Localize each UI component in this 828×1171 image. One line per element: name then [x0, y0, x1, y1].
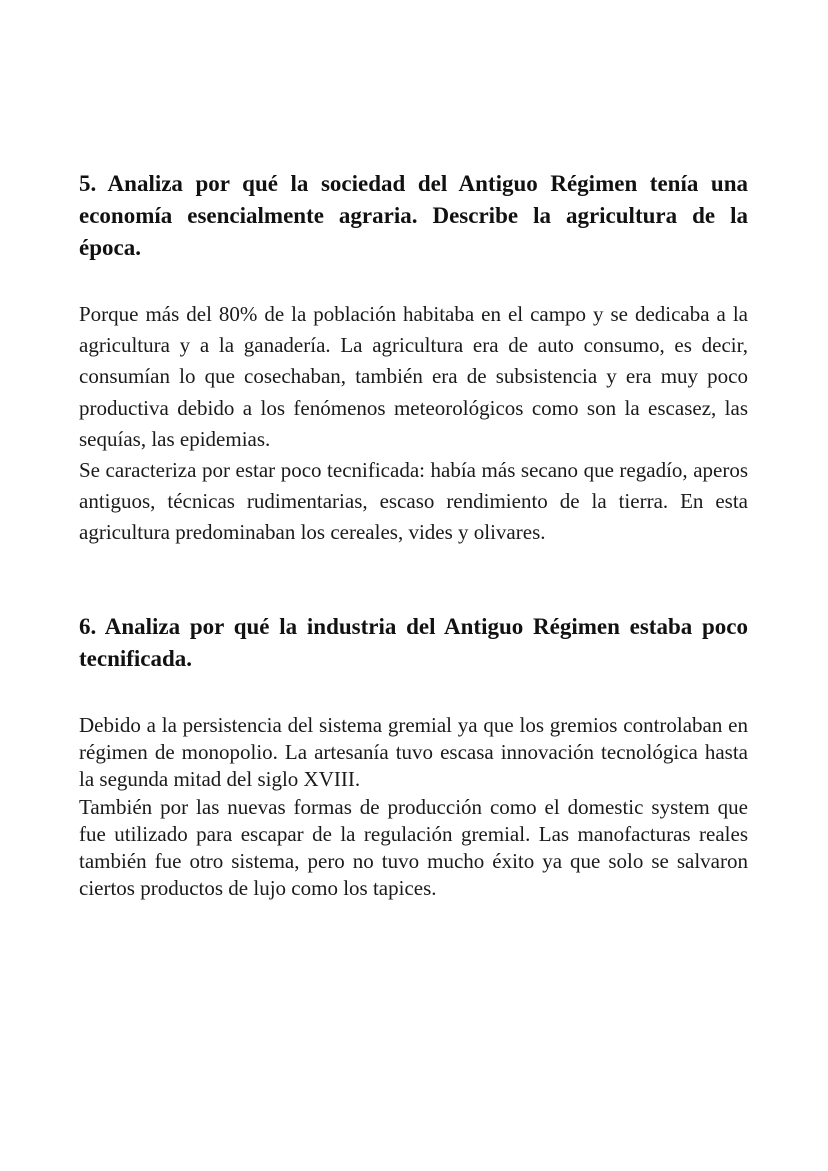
document-content: [79, 168, 748, 903]
section-5-paragraph-1: Porque más del 80% de la población habitaba en el campo y se dedicaba a la agricultura y a la ganadería. La agricultura era de auto consumo, es decir, consumían lo que cosechaban, también era de subsistencia y era muy poco productiva debido a los fenómenos meteorológicos como son la escasez, las sequías, las epidemias.: [79, 302, 748, 451]
section-6: [79, 611, 748, 903]
section-5-answer: [79, 299, 748, 549]
section-6-paragraph-2: También por las nuevas formas de producción como el domestic system que fue utilizado para escapar de la regulación gremial. Las manofacturas reales también fue otro sistema, pero no tuvo mucho éxito ya que solo se salvaron ciertos productos de lujo como los tapices.: [79, 794, 748, 901]
section-5-heading: 5. Analiza por qué la sociedad del Antiguo Régimen tenía una economía esencialmente agraria. Describe la agricultura de la época.: [79, 171, 748, 260]
section-6-paragraph-1: Debido a la persistencia del sistema gremial ya que los gremios controlaban en régimen de monopolio. La artesanía tuvo escasa innovación tecnológica hasta la segunda mitad del siglo XVIII.: [79, 712, 748, 792]
section-5-paragraph-2: Se caracteriza por estar poco tecnificada: había más secano que regadío, aperos antiguos, técnicas rudimentarias, escaso rendimiento de la tierra. En esta agricultura predominaban los cereales, vides y olivares.: [79, 458, 748, 545]
section-6-answer: [79, 712, 748, 903]
section-6-heading: 6. Analiza por qué la industria del Antiguo Régimen estaba poco tecnificada.: [79, 613, 748, 671]
section-5: [79, 168, 748, 549]
